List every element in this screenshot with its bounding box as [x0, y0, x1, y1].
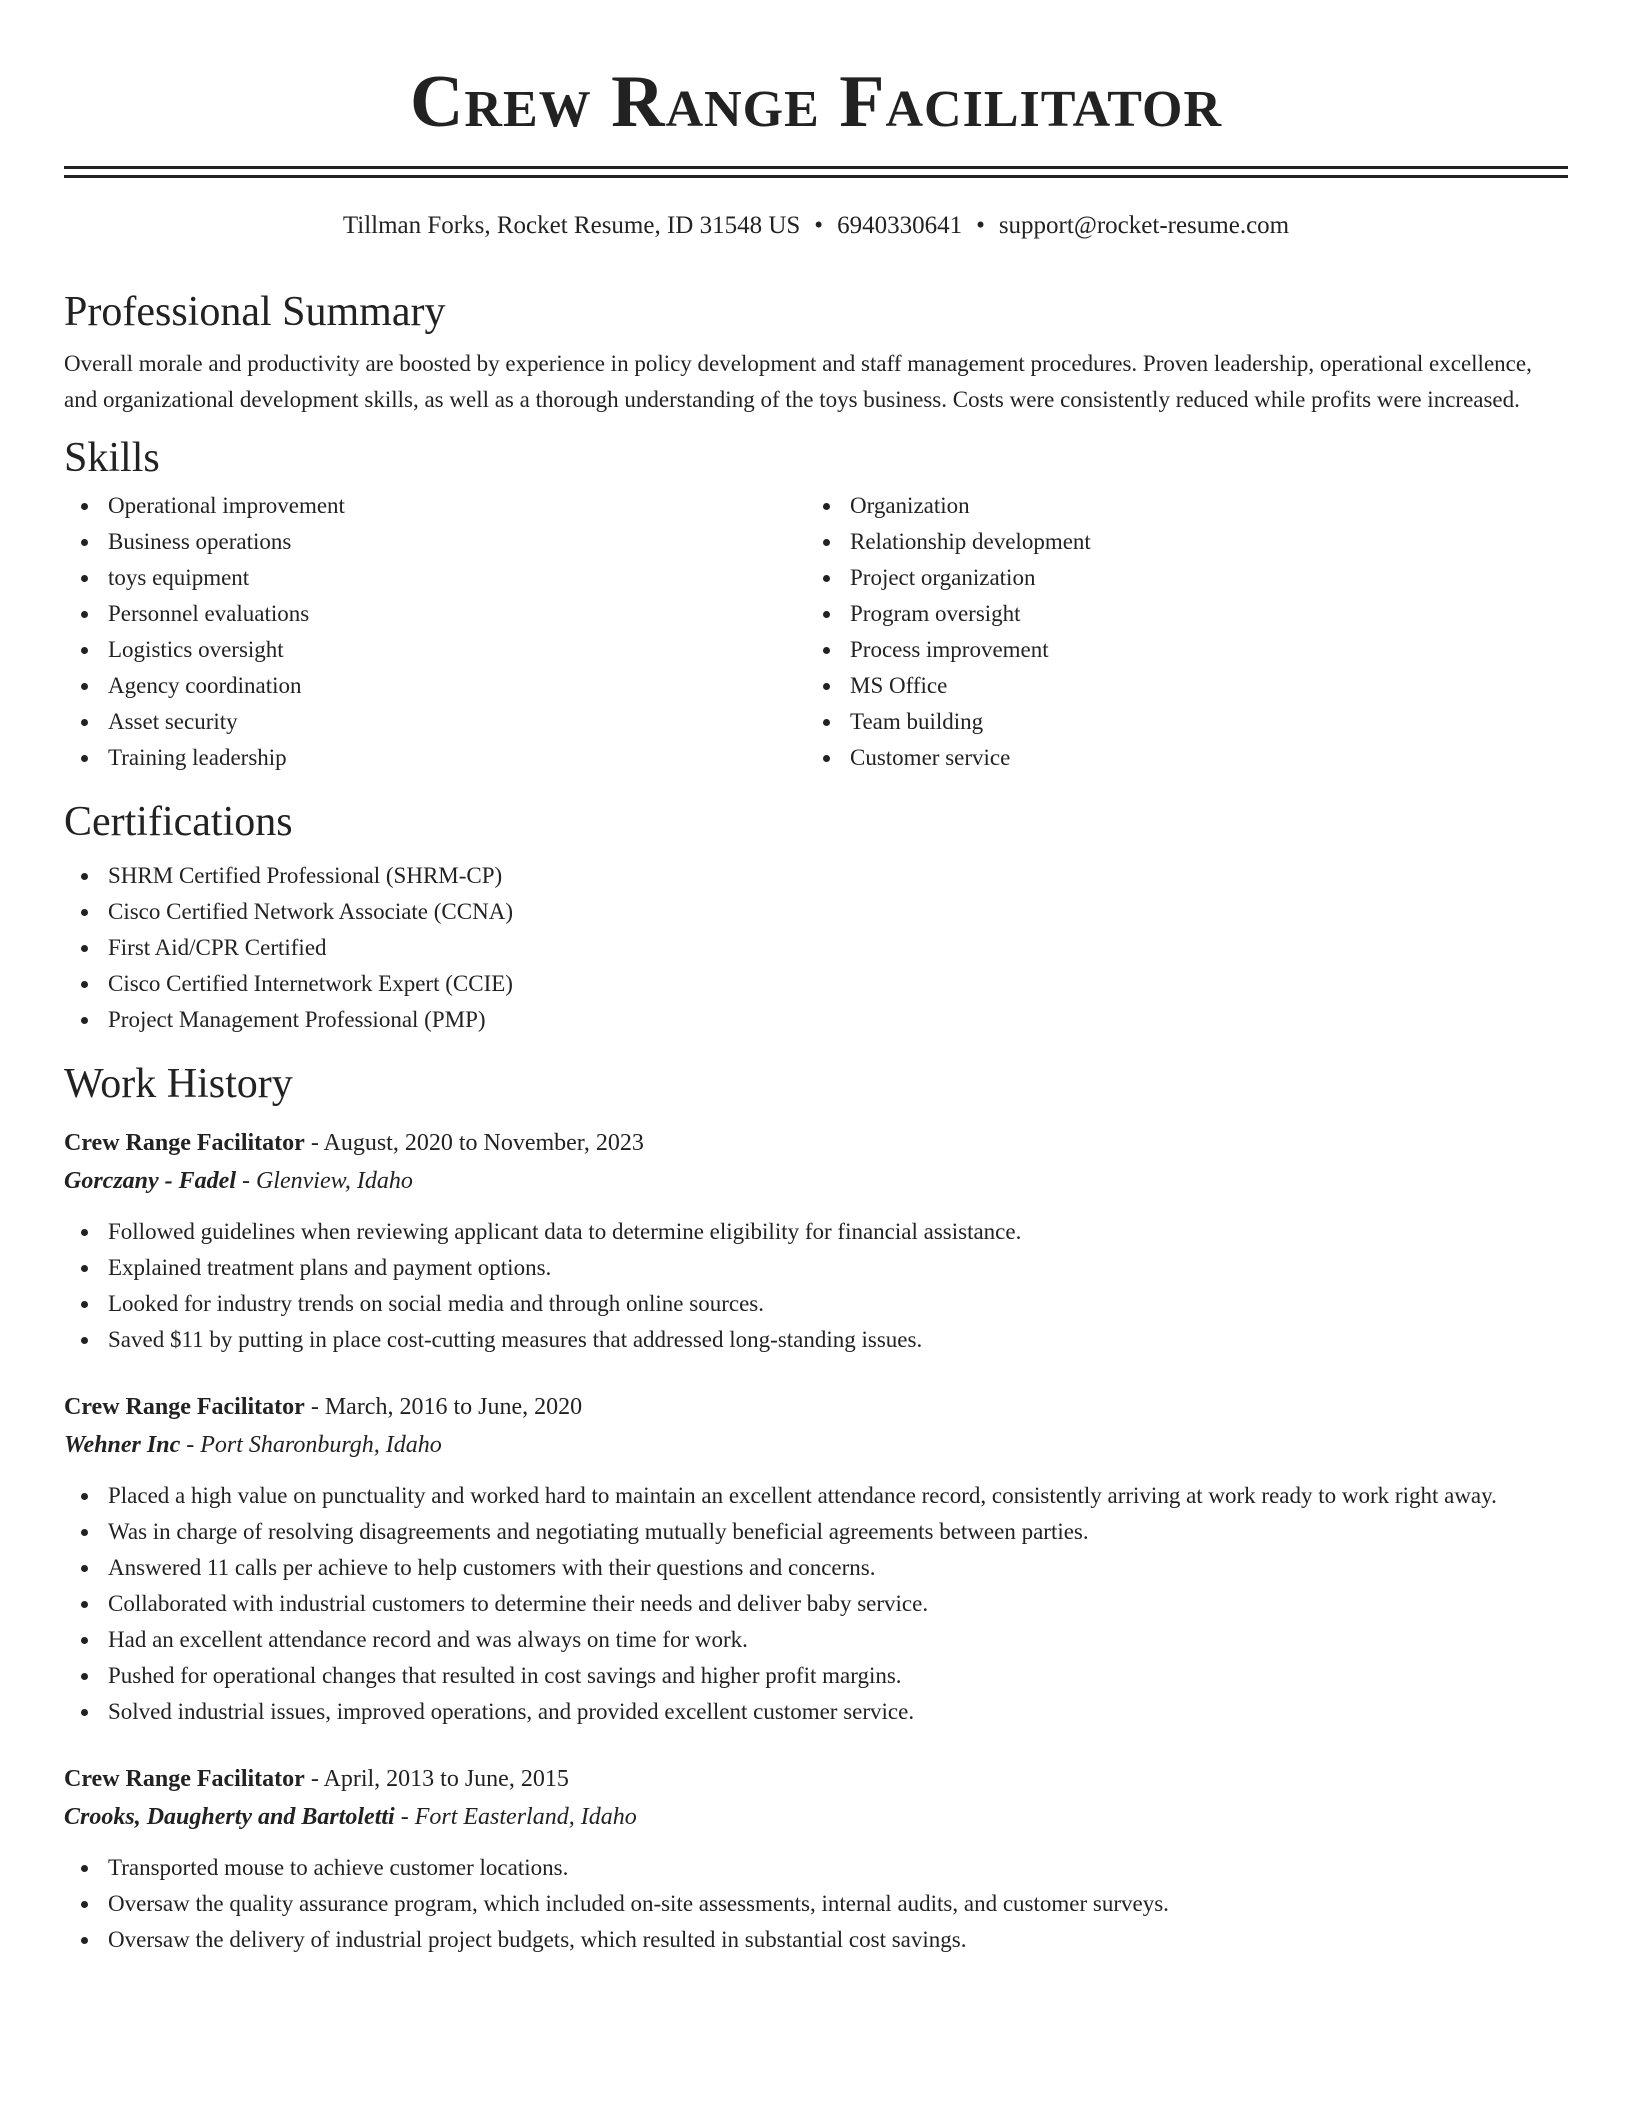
skills-list-right [806, 488, 1548, 776]
job-role: Crew Range Facilitator [64, 1394, 305, 1420]
title-rule-top [64, 166, 1568, 169]
job-entry [64, 1388, 1568, 1730]
job-title-line [64, 1124, 1568, 1162]
skill-item: MS Office [806, 668, 1548, 704]
job-bullet: Followed guidelines when reviewing applicant data to determine eligibility for financial assistance. [64, 1214, 1568, 1250]
job-bullet: Answered 11 calls per achieve to help customers with their questions and concerns. [64, 1550, 1568, 1586]
certification-item: First Aid/CPR Certified [64, 930, 1568, 966]
job-location: - Glenview, Idaho [235, 1168, 413, 1194]
job-bullet: Was in charge of resolving disagreements and negotiating mutually beneficial agreements between parties. [64, 1514, 1568, 1550]
skill-item: Operational improvement [64, 488, 806, 524]
contact-separator: • [976, 212, 985, 239]
skill-item: Process improvement [806, 632, 1548, 668]
skill-item: Business operations [64, 524, 806, 560]
job-bullets [64, 1850, 1568, 1958]
contact-line [64, 210, 1568, 242]
skill-item: Organization [806, 488, 1548, 524]
job-bullet: Saved $11 by putting in place cost-cutting measures that addressed long-standing issues. [64, 1322, 1568, 1358]
certification-item: Cisco Certified Internetwork Expert (CCIE) [64, 966, 1568, 1002]
skills-heading: Skills [64, 435, 160, 481]
skill-item: toys equipment [64, 560, 806, 596]
job-role: Crew Range Facilitator [64, 1766, 305, 1792]
certifications-heading: Certifications [64, 799, 293, 845]
job-location: - Port Sharonburgh, Idaho [180, 1432, 442, 1458]
skills-list-left [64, 488, 806, 776]
work-history-heading: Work History [64, 1061, 293, 1107]
job-entry [64, 1124, 1568, 1358]
skills-columns [64, 488, 1568, 776]
contact-email: support@rocket-resume.com [998, 212, 1290, 239]
job-bullet: Looked for industry trends on social media and through online sources. [64, 1286, 1568, 1322]
contact-phone: 6940330641 [837, 212, 963, 239]
job-dates: - March, 2016 to June, 2020 [304, 1394, 583, 1420]
job-dates: - August, 2020 to November, 2023 [304, 1130, 644, 1156]
job-company: Gorczany - Fadel [64, 1168, 236, 1194]
skill-item: Relationship development [806, 524, 1548, 560]
skill-item: Project organization [806, 560, 1548, 596]
skill-item: Asset security [64, 704, 806, 740]
skill-item: Training leadership [64, 740, 806, 776]
job-company: Crooks, Daugherty and Bartoletti [64, 1804, 395, 1830]
certifications-list [64, 858, 1568, 1038]
skill-item: Customer service [806, 740, 1548, 776]
skill-item: Team building [806, 704, 1548, 740]
job-bullet: Oversaw the delivery of industrial project budgets, which resulted in substantial cost savings. [64, 1922, 1568, 1958]
skill-item: Program oversight [806, 596, 1548, 632]
title-rule-bottom [64, 175, 1568, 178]
job-dates: - April, 2013 to June, 2015 [304, 1766, 569, 1792]
summary-heading: Professional Summary [64, 289, 446, 335]
skill-item: Logistics oversight [64, 632, 806, 668]
job-bullets [64, 1478, 1568, 1730]
job-title-line [64, 1388, 1568, 1426]
job-company-line [64, 1426, 1568, 1464]
skill-item: Personnel evaluations [64, 596, 806, 632]
job-bullet: Pushed for operational changes that resulted in cost savings and higher profit margins. [64, 1658, 1568, 1694]
certification-item: SHRM Certified Professional (SHRM-CP) [64, 858, 1568, 894]
job-entry [64, 1760, 1568, 1958]
summary-text: Overall morale and productivity are boosted by experience in policy development and staff management procedures. Proven leadership, operational excellence, and organizational development skills, as well as a thorough understanding of the toys business. Costs were consistently reduced while profits were increased. [64, 351, 1532, 412]
job-company: Wehner Inc [64, 1432, 181, 1458]
certification-item: Project Management Professional (PMP) [64, 1002, 1568, 1038]
job-location: - Fort Easterland, Idaho [394, 1804, 637, 1830]
resume-page [64, 0, 1568, 1958]
job-bullet: Oversaw the quality assurance program, which included on-site assessments, internal audits, and customer surveys. [64, 1886, 1568, 1922]
job-company-line [64, 1162, 1568, 1200]
job-bullet: Collaborated with industrial customers to determine their needs and deliver baby service. [64, 1586, 1568, 1622]
contact-address: Tillman Forks, Rocket Resume, ID 31548 US [342, 212, 801, 239]
job-bullet: Transported mouse to achieve customer locations. [64, 1850, 1568, 1886]
job-company-line [64, 1798, 1568, 1836]
job-bullet: Solved industrial issues, improved operations, and provided excellent customer service. [64, 1694, 1568, 1730]
job-title-line [64, 1760, 1568, 1798]
resume-title: Crew Range Facilitator [409, 61, 1223, 143]
job-bullet: Had an excellent attendance record and was always on time for work. [64, 1622, 1568, 1658]
job-bullet: Placed a high value on punctuality and worked hard to maintain an excellent attendance record, consistently arriving at work ready to work right away. [64, 1478, 1568, 1514]
job-role: Crew Range Facilitator [64, 1130, 305, 1156]
skill-item: Agency coordination [64, 668, 806, 704]
contact-separator: • [814, 212, 824, 239]
job-bullet: Explained treatment plans and payment options. [64, 1250, 1568, 1286]
job-bullets [64, 1214, 1568, 1358]
certification-item: Cisco Certified Network Associate (CCNA) [64, 894, 1568, 930]
